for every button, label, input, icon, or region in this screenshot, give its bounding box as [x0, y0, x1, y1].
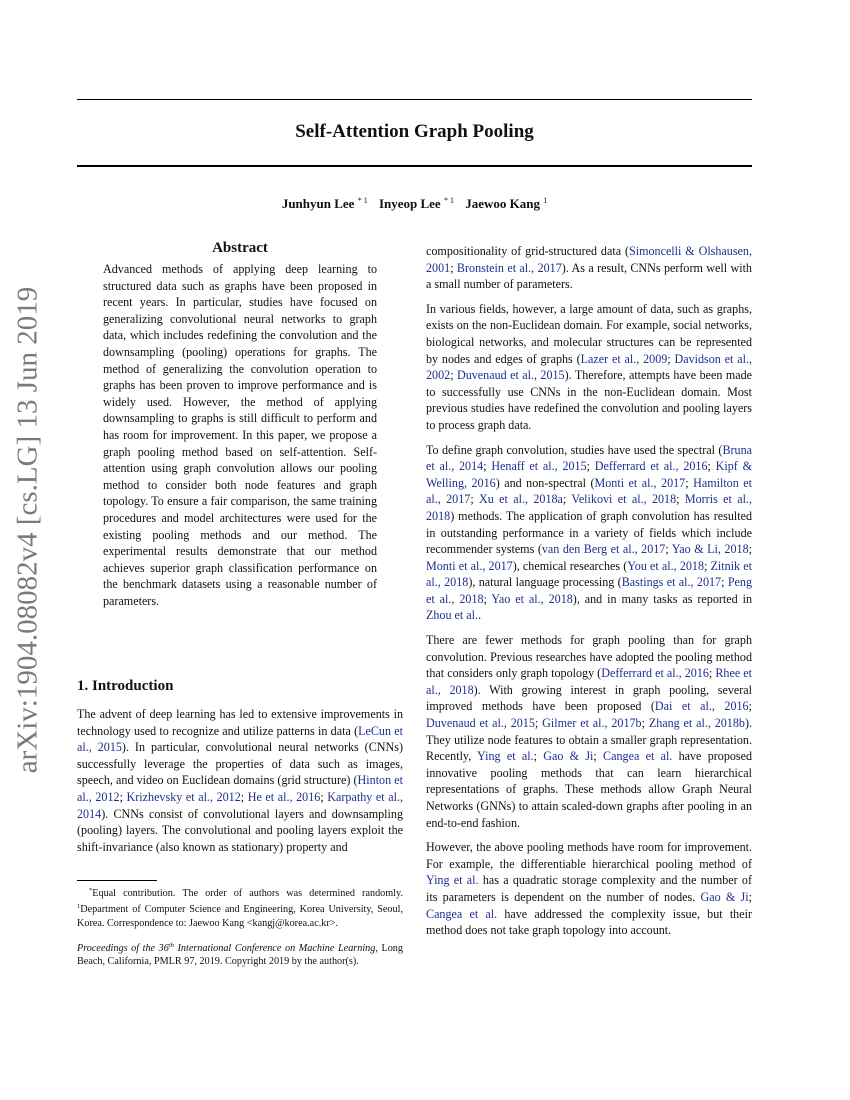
citation-link[interactable]: Peng et al., 2018	[426, 575, 752, 606]
citation-link[interactable]: Ying et al.	[426, 873, 479, 888]
author: Inyeop Lee $^{* 1}$	[378, 196, 454, 211]
intro-paragraph-3: To define graph convolution, studies have used the spectral (Bruna et al., 2014; Henaff et al., 2015; Defferrard et al., 2016; Kipf & Welling, 2016) and non-spectral (Monti et al., 2017; Hamilton et al., 2017; Xu et al., 2018a; Velikovi et al., 2018; Morris et al., 2018) methods. The application of graph convolution has resulted in outstanding performance in a variety of fields which include recommender systems (van den Berg et al., 2017; Yao & Li, 2018; Monti et al., 2017), chemical researches (You et al., 2018; Zitnik et al., 2018), natural language processing (Bastings et al., 2017; Peng et al., 2018; Yao et al., 2018), and in many tasks as reported in Zhou et al..	[426, 442, 753, 623]
abstract-text: Advanced methods of applying deep learning to structured data such as graphs have been proposed in recent years. In particular, studies have focused on generalizing convolutional neural networks to graph data, which includes redefining the convolution and the downsampling (pooling) operations for graphs. The method of generalizing the convolution operation to graphs has been proven to improve performance and is widely used. However, the method of applying downsampling to graphs is still difficult to perform and has room for improvement. In this paper, we propose a graph pooling method based on self-attention. Self-attention using graph convolution allows our pooling method to consider both node features and graph topology. To ensure a fair comparison, the same training procedures and model architectures were used for the existing pooling methods and our method. The experimental results demonstrate that our method achieves superior graph classification performance on the benchmark datasets using a reasonable number of parameters.	[103, 262, 377, 608]
citation-link[interactable]: Hinton et al., 2012	[77, 773, 403, 804]
citation-link[interactable]: Lazer et al., 2009	[580, 351, 668, 366]
title-rule-bottom	[77, 165, 752, 167]
citation-link[interactable]: He et al., 2016	[247, 789, 321, 804]
citation-link[interactable]: Duvenaud et al., 2015	[456, 368, 565, 383]
citation-link[interactable]: Kipf & Welling, 2016	[426, 459, 752, 490]
citation-link[interactable]: Yao & Li, 2018	[671, 542, 749, 557]
intro-paragraph-2: In various fields, however, a large amount of data, such as graphs, exists on the non-Euclidean domain. For example, social networks, biological networks, and molecular structures can be represented by nodes and edges of graphs (Lazer et al., 2009; Davidson et al., 2002; Duvenaud et al., 2015). Therefore, attempts have been made to successfully use CNNs in the non-Euclidean domain. Most previous studies have redefined the convolution and pooling layers to process graph data.	[426, 301, 753, 432]
citation-link[interactable]: Yao et al., 2018	[491, 591, 573, 606]
citation-link[interactable]: Gao & Ji	[700, 889, 749, 904]
right-column	[426, 243, 752, 947]
citation-link[interactable]: Simoncelli & Olshausen, 2001	[426, 244, 752, 275]
author-list	[77, 196, 752, 212]
footnote-affiliation: *Equal contribution. The order of authors was determined randomly. $^1$Department of Computer Science and Engineering, Korea University, Seoul, Korea. Correspondence to: Jaewoo Kang <kangj@korea.ac.kr>.	[77, 887, 403, 929]
citation-link[interactable]: Krizhevsky et al., 2012	[126, 789, 241, 804]
citation-link[interactable]: Defferrard et al., 2016	[601, 666, 709, 681]
footnotes	[77, 884, 403, 968]
intro-paragraph-1-continued: compositionality of grid-structured data (Simoncelli & Olshausen, 2001; Bronstein et al., 2017). As a result, CNNs perform well with a small number of parameters.	[426, 244, 752, 292]
citation-link[interactable]: Karpathy et al., 2014	[77, 789, 403, 821]
citation-link[interactable]: Velikovi et al., 2018	[571, 492, 677, 507]
citation-link[interactable]: Bruna et al., 2014	[426, 442, 752, 474]
author: Jaewoo Kang $^1$	[465, 196, 548, 211]
citation-link[interactable]: Bastings et al., 2017	[621, 575, 722, 590]
citation-link[interactable]: Xu et al., 2018a	[479, 492, 563, 507]
citation-link[interactable]: Gilmer et al., 2017b	[542, 716, 642, 731]
left-column	[77, 240, 403, 609]
citation-link[interactable]: Dai et al., 2016	[654, 699, 749, 714]
citation-link[interactable]: Gao & Ji	[543, 749, 594, 764]
citation-link[interactable]: Zitnik et al., 2018	[426, 558, 752, 590]
paper-title: Self-Attention Graph Pooling	[295, 121, 534, 142]
arxiv-stamp	[8, 286, 48, 774]
citation-link[interactable]: You et al., 2018	[627, 558, 705, 573]
author: Junhyun Lee $^{* 1}$	[281, 196, 368, 211]
citation-link[interactable]: Rhee et al., 2018	[426, 666, 753, 697]
citation-link[interactable]: Henaff et al., 2015	[491, 459, 587, 474]
citation-link[interactable]: Bronstein et al., 2017	[456, 260, 562, 275]
citation-link[interactable]: Zhou et al.	[426, 608, 479, 623]
citation-link[interactable]: LeCun et al., 2015	[77, 723, 403, 755]
section-heading-introduction: 1. Introduction	[77, 678, 174, 694]
citation-link[interactable]: Monti et al., 2017	[594, 475, 686, 490]
citation-link[interactable]: Davidson et al., 2002	[426, 351, 752, 383]
citation-link[interactable]: van den Berg et al., 2017	[541, 542, 666, 557]
citation-link[interactable]: Monti et al., 2017	[426, 558, 513, 573]
title-rule-top	[77, 99, 752, 100]
citation-link[interactable]: Zhang et al., 2018b	[648, 716, 745, 731]
intro-paragraph-4: There are fewer methods for graph pooling than for graph convolution. Previous researches have adopted the pooling method that considers only graph topology (Defferrard et al., 2016; Rhee et al., 2018). With growing interest in graph pooling, several improved methods have been proposed (Dai et al., 2016; Duvenaud et al., 2015; Gilmer et al., 2017b; Zhang et al., 2018b). They utilize node features to obtain a smaller graph representation. Recently, Ying et al.; Gao & Ji; Cangea et al. have proposed innovative pooling methods that can learn hierarchical representations of graphs. These methods allow Graph Neural Networks (GNNs) to attain scaled-down graphs after pooling in an end-to-end fashion.	[426, 633, 753, 830]
citation-link[interactable]: Cangea et al.	[603, 749, 673, 764]
citation-link[interactable]: Cangea et al.	[426, 906, 498, 921]
intro-paragraph-5: However, the above pooling methods have room for improvement. For example, the differentiable hierarchical pooling method of Ying et al. has a quadratic storage complexity and the number of its parameters is dependent on the number of nodes. Gao & Ji; Cangea et al. have addressed the complexity issue, but their method does not take graph topology into account.	[426, 840, 753, 938]
intro-paragraph-1: The advent of deep learning has led to extensive improvements in technology used to recognize and utilize patterns in data (LeCun et al., 2015). In particular, convolutional neural networks (CNNs) successfully leverage the properties of data such as images, speech, and video on Euclidean domains (grid structure) (Hinton et al., 2012; Krizhevsky et al., 2012; He et al., 2016; Karpathy et al., 2014). CNNs consist of convolutional layers and downsampling (pooling) layers. The convolutional and pooling layers exploit the shift-invariance (also known as stationary) property and	[77, 707, 403, 854]
arxiv-stamp-text: arXiv:1904.08082v4 [cs.LG] 13 Jun 2019	[11, 286, 44, 774]
citation-link[interactable]: Ying et al.	[477, 749, 534, 764]
citation-link[interactable]: Morris et al., 2018	[426, 492, 752, 523]
citation-link[interactable]: Defferrard et al., 2016	[594, 459, 708, 474]
footnote-proceedings: Proceedings of the 36th International Conference on Machine Learning, Long Beach, California, PMLR 97, 2019. Copyright 2019 by the author(s).	[77, 941, 403, 968]
abstract-heading: Abstract	[212, 240, 268, 256]
citation-link[interactable]: Hamilton et al., 2017	[426, 475, 752, 507]
citation-link[interactable]: Duvenaud et al., 2015	[426, 716, 535, 731]
footnote-rule	[77, 880, 157, 881]
